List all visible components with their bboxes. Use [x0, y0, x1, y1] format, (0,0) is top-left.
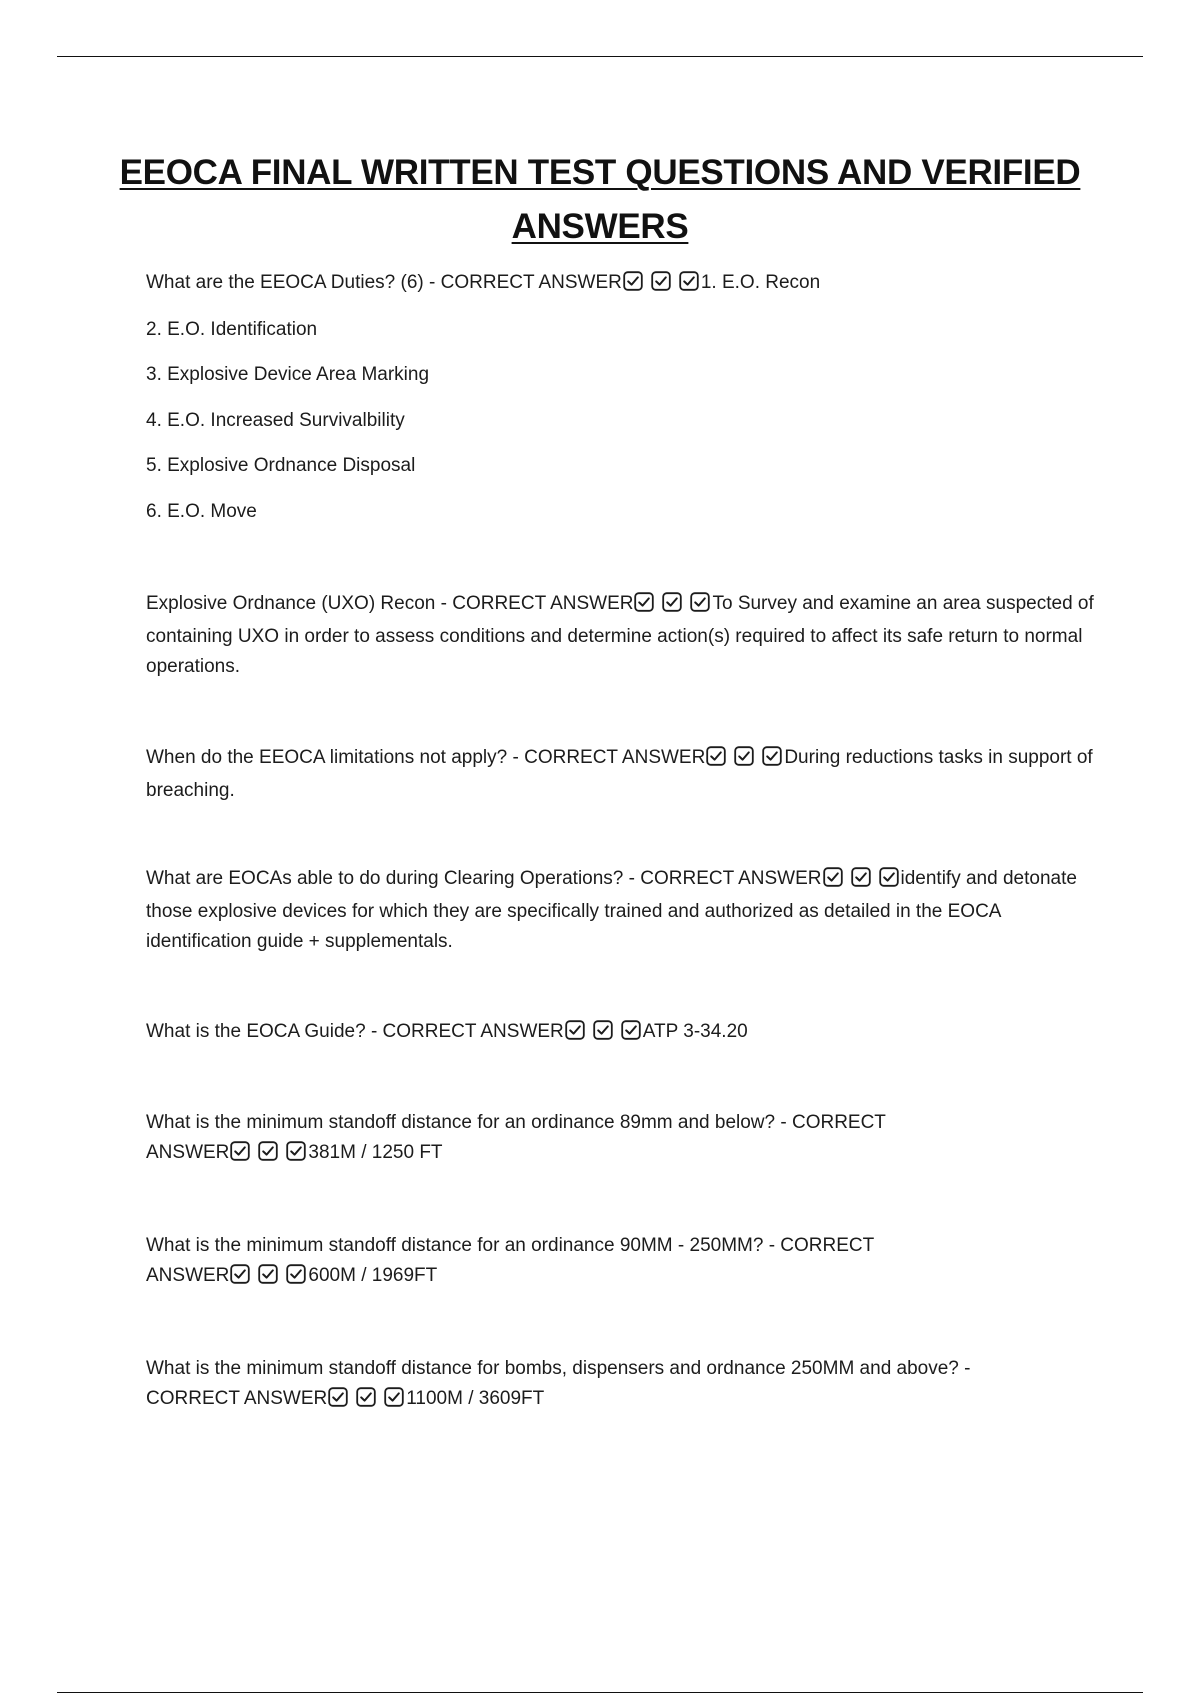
- checkbox-checked-icon: [593, 1020, 613, 1040]
- list-item: 2. E.O. Identification: [146, 319, 318, 340]
- qa-duties: [146, 268, 1096, 301]
- check-icons: [565, 1020, 642, 1050]
- answer-text: 600M / 1969FT: [308, 1265, 438, 1286]
- checkbox-checked-icon: [706, 746, 726, 766]
- checkbox-checked-icon: [356, 1387, 376, 1407]
- checkbox-checked-icon: [328, 1387, 348, 1407]
- checkbox-checked-icon: [762, 746, 782, 766]
- header-rule: [57, 56, 1143, 57]
- footer-rule: [57, 1692, 1143, 1693]
- question-text: What is the minimum standoff distance for bombs, dispensers and ordnance 250MM and above? -: [146, 1358, 971, 1379]
- list-item: 6. E.O. Move: [146, 501, 257, 522]
- answer-marker: CORRECT ANSWER: [440, 272, 622, 293]
- check-icons: [230, 1264, 307, 1294]
- qa-clearing-operations: [146, 864, 1096, 957]
- checkbox-checked-icon: [679, 271, 699, 291]
- qa-recon: [146, 589, 1096, 682]
- answer-marker: CORRECT ANSWER: [640, 868, 822, 889]
- answer-marker: CORRECT ANSWER: [452, 593, 634, 614]
- qa-eoca-guide: [146, 1017, 1096, 1050]
- check-icons: [328, 1387, 405, 1417]
- list-item: 4. E.O. Increased Survivalbility: [146, 410, 405, 431]
- answer-marker: CORRECT ANSWER: [382, 1021, 564, 1042]
- answer-text: 381M / 1250 FT: [308, 1142, 443, 1163]
- check-icons: [230, 1141, 307, 1171]
- checkbox-checked-icon: [662, 592, 682, 612]
- question-text: When do the EEOCA limitations not apply? -: [146, 747, 525, 768]
- qa-standoff-89mm: [146, 1108, 1096, 1171]
- checkbox-checked-icon: [621, 1020, 641, 1040]
- answer-text: 1100M / 3609FT: [406, 1388, 545, 1409]
- answer-marker: CORRECT ANSWER: [146, 1388, 328, 1409]
- qa-standoff-bombs: [146, 1354, 1096, 1417]
- checkbox-checked-icon: [823, 867, 843, 887]
- checkbox-checked-icon: [286, 1264, 306, 1284]
- question-text: What are EOCAs able to do during Clearing Operations? -: [146, 868, 641, 889]
- checkbox-checked-icon: [384, 1387, 404, 1407]
- answer-text: 1. E.O. Recon: [700, 272, 821, 293]
- checkbox-checked-icon: [651, 271, 671, 291]
- checkbox-checked-icon: [734, 746, 754, 766]
- list-item: 3. Explosive Device Area Marking: [146, 364, 430, 385]
- answer-marker: CORRECT ANSWER: [524, 747, 706, 768]
- check-icons: [634, 592, 711, 622]
- answer-text: identify and detonate those explosive devices for which they are specifically trained and authorized as detailed in the EOCA identification guide + supplementals.: [146, 868, 1077, 952]
- answer-text: During reductions tasks in support of breaching.: [146, 747, 1093, 801]
- checkbox-checked-icon: [230, 1264, 250, 1284]
- question-text: What is the minimum standoff distance for an ordinance 89mm and below? - CORRECT: [146, 1112, 886, 1133]
- question-text: What is the minimum standoff distance for an ordinance 90MM - 250MM? - CORRECT: [146, 1235, 875, 1256]
- checkbox-checked-icon: [690, 592, 710, 612]
- check-icons: [706, 746, 783, 776]
- answer-marker: ANSWER: [146, 1142, 230, 1163]
- checkbox-checked-icon: [634, 592, 654, 612]
- qa-limitations: [146, 743, 1096, 806]
- checkbox-checked-icon: [230, 1141, 250, 1161]
- checkbox-checked-icon: [286, 1141, 306, 1161]
- question-text: What is the EOCA Guide? -: [146, 1021, 383, 1042]
- question-text: Explosive Ordnance (UXO) Recon -: [146, 593, 453, 614]
- checkbox-checked-icon: [851, 867, 871, 887]
- check-icons: [623, 271, 700, 301]
- check-icons: [823, 867, 900, 897]
- answer-text: ATP 3-34.20: [642, 1021, 748, 1042]
- answer-text: To Survey and examine an area suspected of containing UXO in order to assess conditions and determine action(s) required to affect its safe return to normal operations.: [146, 593, 1094, 677]
- question-text: What are the EEOCA Duties? (6) -: [146, 272, 441, 293]
- checkbox-checked-icon: [565, 1020, 585, 1040]
- answer-marker: ANSWER: [146, 1265, 230, 1286]
- checkbox-checked-icon: [879, 867, 899, 887]
- checkbox-checked-icon: [623, 271, 643, 291]
- list-item: 5. Explosive Ordnance Disposal: [146, 455, 416, 476]
- document-title: EEOCA FINAL WRITTEN TEST QUESTIONS AND VERIFIED ANSWERS: [119, 153, 1081, 246]
- qa-standoff-90-250mm: [146, 1231, 1096, 1294]
- checkbox-checked-icon: [258, 1141, 278, 1161]
- checkbox-checked-icon: [258, 1264, 278, 1284]
